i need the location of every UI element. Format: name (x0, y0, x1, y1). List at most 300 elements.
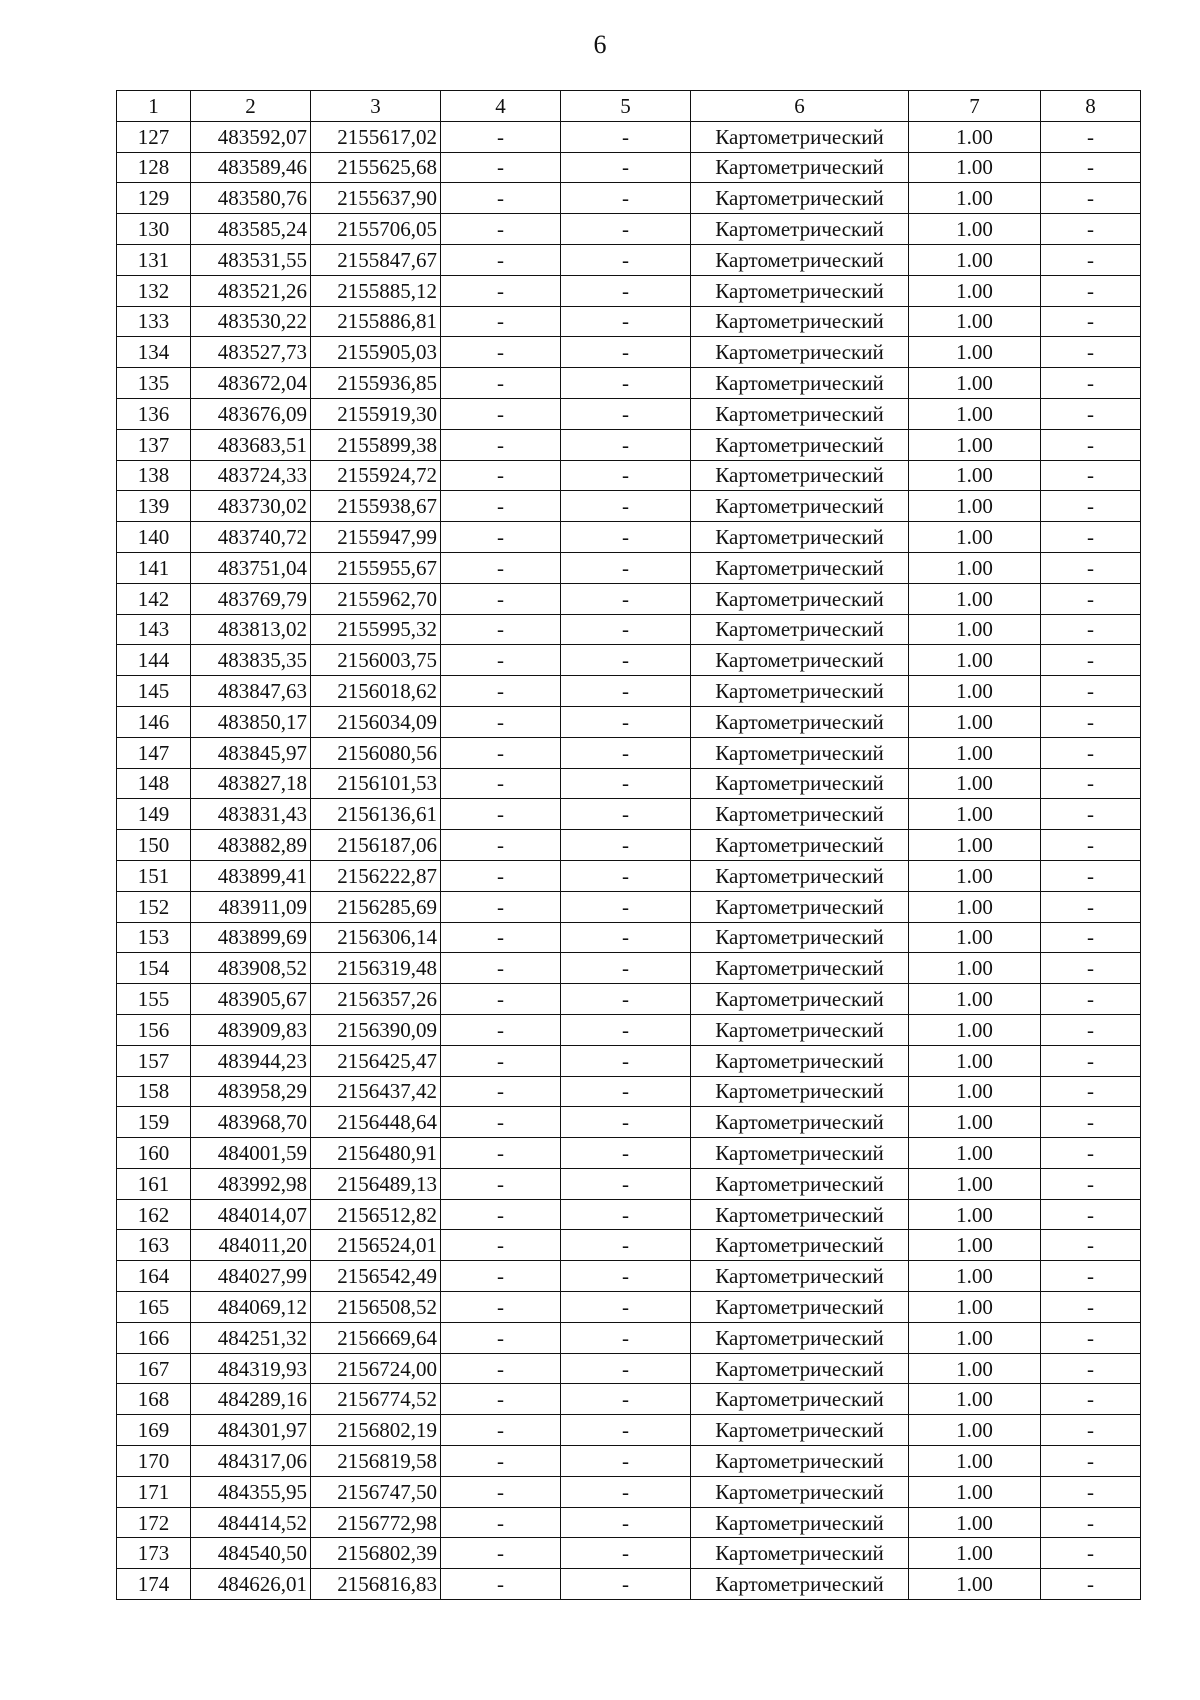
y-coordinate-cell: 2155955,67 (311, 552, 441, 583)
col8-cell: - (1041, 1292, 1141, 1323)
x-coordinate-cell: 484011,20 (191, 1230, 311, 1261)
method-cell: Картометрический (691, 306, 909, 337)
y-coordinate-cell: 2156747,50 (311, 1476, 441, 1507)
col5-cell: - (561, 1230, 691, 1261)
col8-cell: - (1041, 398, 1141, 429)
col4-cell: - (441, 429, 561, 460)
x-coordinate-cell: 483531,55 (191, 244, 311, 275)
accuracy-cell: 1.00 (909, 1199, 1041, 1230)
table-row (117, 1014, 1141, 1045)
point-number-cell: 168 (117, 1384, 191, 1415)
method-cell: Картометрический (691, 1199, 909, 1230)
y-coordinate-cell: 2155919,30 (311, 398, 441, 429)
table-row (117, 768, 1141, 799)
point-number-cell: 169 (117, 1415, 191, 1446)
method-cell: Картометрический (691, 676, 909, 707)
accuracy-cell: 1.00 (909, 1292, 1041, 1323)
x-coordinate-cell: 483589,46 (191, 152, 311, 183)
col8-cell: - (1041, 244, 1141, 275)
accuracy-cell: 1.00 (909, 1014, 1041, 1045)
x-coordinate-cell: 484626,01 (191, 1569, 311, 1600)
accuracy-cell: 1.00 (909, 583, 1041, 614)
col4-cell: - (441, 830, 561, 861)
table-row (117, 522, 1141, 553)
y-coordinate-cell: 2155947,99 (311, 522, 441, 553)
col4-cell: - (441, 1168, 561, 1199)
point-number-cell: 147 (117, 737, 191, 768)
col4-cell: - (441, 1322, 561, 1353)
method-cell: Картометрический (691, 1138, 909, 1169)
col5-cell: - (561, 1292, 691, 1323)
x-coordinate-cell: 483769,79 (191, 583, 311, 614)
y-coordinate-cell: 2156425,47 (311, 1045, 441, 1076)
col5-cell: - (561, 1168, 691, 1199)
accuracy-cell: 1.00 (909, 1446, 1041, 1477)
col8-cell: - (1041, 1322, 1141, 1353)
table-row (117, 121, 1141, 152)
y-coordinate-cell: 2156437,42 (311, 1076, 441, 1107)
y-coordinate-cell: 2156448,64 (311, 1107, 441, 1138)
col8-cell: - (1041, 953, 1141, 984)
col8-cell: - (1041, 121, 1141, 152)
x-coordinate-cell: 483845,97 (191, 737, 311, 768)
y-coordinate-cell: 2156222,87 (311, 860, 441, 891)
method-cell: Картометрический (691, 768, 909, 799)
col5-cell: - (561, 121, 691, 152)
col4-cell: - (441, 1415, 561, 1446)
col8-cell: - (1041, 1415, 1141, 1446)
page-number: 6 (593, 30, 607, 59)
col5-cell: - (561, 614, 691, 645)
col4-cell: - (441, 1261, 561, 1292)
table-row (117, 491, 1141, 522)
x-coordinate-cell: 483835,35 (191, 645, 311, 676)
method-cell: Картометрический (691, 1168, 909, 1199)
col4-cell: - (441, 460, 561, 491)
col8-cell: - (1041, 306, 1141, 337)
col5-cell: - (561, 275, 691, 306)
x-coordinate-cell: 484319,93 (191, 1353, 311, 1384)
y-coordinate-cell: 2155885,12 (311, 275, 441, 306)
col5-cell: - (561, 1415, 691, 1446)
method-cell: Картометрический (691, 799, 909, 830)
method-cell: Картометрический (691, 429, 909, 460)
method-cell: Картометрический (691, 1353, 909, 1384)
method-cell: Картометрический (691, 1230, 909, 1261)
accuracy-cell: 1.00 (909, 860, 1041, 891)
point-number-cell: 167 (117, 1353, 191, 1384)
table-row (117, 1353, 1141, 1384)
table-row (117, 460, 1141, 491)
accuracy-cell: 1.00 (909, 368, 1041, 399)
col8-cell: - (1041, 1168, 1141, 1199)
col4-cell: - (441, 1353, 561, 1384)
point-number-cell: 129 (117, 183, 191, 214)
method-cell: Картометрический (691, 984, 909, 1015)
col5-cell: - (561, 830, 691, 861)
col4-cell: - (441, 121, 561, 152)
y-coordinate-cell: 2156512,82 (311, 1199, 441, 1230)
col5-cell: - (561, 1138, 691, 1169)
x-coordinate-cell: 483530,22 (191, 306, 311, 337)
point-number-cell: 140 (117, 522, 191, 553)
table-row (117, 953, 1141, 984)
col8-cell: - (1041, 737, 1141, 768)
col5-cell: - (561, 583, 691, 614)
accuracy-cell: 1.00 (909, 614, 1041, 645)
point-number-cell: 137 (117, 429, 191, 460)
col8-cell: - (1041, 1261, 1141, 1292)
column-header: 2 (191, 91, 311, 122)
accuracy-cell: 1.00 (909, 1322, 1041, 1353)
x-coordinate-cell: 484317,06 (191, 1446, 311, 1477)
y-coordinate-cell: 2155617,02 (311, 121, 441, 152)
col4-cell: - (441, 306, 561, 337)
col5-cell: - (561, 1476, 691, 1507)
x-coordinate-cell: 484289,16 (191, 1384, 311, 1415)
point-number-cell: 138 (117, 460, 191, 491)
point-number-cell: 130 (117, 214, 191, 245)
y-coordinate-cell: 2156816,83 (311, 1569, 441, 1600)
y-coordinate-cell: 2156524,01 (311, 1230, 441, 1261)
point-number-cell: 159 (117, 1107, 191, 1138)
accuracy-cell: 1.00 (909, 706, 1041, 737)
col4-cell: - (441, 953, 561, 984)
col5-cell: - (561, 152, 691, 183)
point-number-cell: 133 (117, 306, 191, 337)
table-row (117, 1569, 1141, 1600)
col4-cell: - (441, 645, 561, 676)
x-coordinate-cell: 484355,95 (191, 1476, 311, 1507)
point-number-cell: 144 (117, 645, 191, 676)
col4-cell: - (441, 244, 561, 275)
x-coordinate-cell: 484001,59 (191, 1138, 311, 1169)
method-cell: Картометрический (691, 275, 909, 306)
accuracy-cell: 1.00 (909, 645, 1041, 676)
col4-cell: - (441, 1014, 561, 1045)
accuracy-cell: 1.00 (909, 429, 1041, 460)
point-number-cell: 149 (117, 799, 191, 830)
x-coordinate-cell: 484301,97 (191, 1415, 311, 1446)
column-header: 6 (691, 91, 909, 122)
table-row (117, 706, 1141, 737)
x-coordinate-cell: 483676,09 (191, 398, 311, 429)
col5-cell: - (561, 1261, 691, 1292)
accuracy-cell: 1.00 (909, 1076, 1041, 1107)
col5-cell: - (561, 522, 691, 553)
y-coordinate-cell: 2156819,58 (311, 1446, 441, 1477)
point-number-cell: 148 (117, 768, 191, 799)
table-row (117, 1045, 1141, 1076)
col8-cell: - (1041, 706, 1141, 737)
y-coordinate-cell: 2156101,53 (311, 768, 441, 799)
y-coordinate-cell: 2155938,67 (311, 491, 441, 522)
table-row (117, 860, 1141, 891)
col4-cell: - (441, 1199, 561, 1230)
x-coordinate-cell: 484027,99 (191, 1261, 311, 1292)
table-row (117, 244, 1141, 275)
y-coordinate-cell: 2156319,48 (311, 953, 441, 984)
table-row (117, 1199, 1141, 1230)
col4-cell: - (441, 152, 561, 183)
y-coordinate-cell: 2155625,68 (311, 152, 441, 183)
accuracy-cell: 1.00 (909, 244, 1041, 275)
point-number-cell: 143 (117, 614, 191, 645)
col5-cell: - (561, 1045, 691, 1076)
col4-cell: - (441, 368, 561, 399)
method-cell: Картометрический (691, 552, 909, 583)
method-cell: Картометрический (691, 1476, 909, 1507)
col5-cell: - (561, 1569, 691, 1600)
col5-cell: - (561, 368, 691, 399)
method-cell: Картометрический (691, 830, 909, 861)
col4-cell: - (441, 337, 561, 368)
accuracy-cell: 1.00 (909, 306, 1041, 337)
x-coordinate-cell: 483730,02 (191, 491, 311, 522)
col8-cell: - (1041, 1538, 1141, 1569)
col5-cell: - (561, 768, 691, 799)
table-row (117, 1107, 1141, 1138)
point-number-cell: 136 (117, 398, 191, 429)
point-number-cell: 173 (117, 1538, 191, 1569)
y-coordinate-cell: 2155847,67 (311, 244, 441, 275)
table-row (117, 1476, 1141, 1507)
table-row (117, 1292, 1141, 1323)
method-cell: Картометрический (691, 860, 909, 891)
accuracy-cell: 1.00 (909, 830, 1041, 861)
y-coordinate-cell: 2156306,14 (311, 922, 441, 953)
col8-cell: - (1041, 1014, 1141, 1045)
y-coordinate-cell: 2156390,09 (311, 1014, 441, 1045)
y-coordinate-cell: 2156136,61 (311, 799, 441, 830)
table-row (117, 645, 1141, 676)
col5-cell: - (561, 460, 691, 491)
col5-cell: - (561, 1353, 691, 1384)
method-cell: Картометрический (691, 922, 909, 953)
y-coordinate-cell: 2155706,05 (311, 214, 441, 245)
col8-cell: - (1041, 799, 1141, 830)
table-row (117, 398, 1141, 429)
col4-cell: - (441, 1045, 561, 1076)
method-cell: Картометрический (691, 1261, 909, 1292)
col5-cell: - (561, 1199, 691, 1230)
col5-cell: - (561, 645, 691, 676)
col8-cell: - (1041, 1199, 1141, 1230)
col8-cell: - (1041, 1507, 1141, 1538)
x-coordinate-cell: 483580,76 (191, 183, 311, 214)
accuracy-cell: 1.00 (909, 460, 1041, 491)
table-row (117, 614, 1141, 645)
method-cell: Картометрический (691, 368, 909, 399)
method-cell: Картометрический (691, 1446, 909, 1477)
method-cell: Картометрический (691, 1507, 909, 1538)
point-number-cell: 152 (117, 891, 191, 922)
col8-cell: - (1041, 1353, 1141, 1384)
col4-cell: - (441, 1446, 561, 1477)
x-coordinate-cell: 483992,98 (191, 1168, 311, 1199)
method-cell: Картометрический (691, 1569, 909, 1600)
col4-cell: - (441, 1569, 561, 1600)
accuracy-cell: 1.00 (909, 922, 1041, 953)
col5-cell: - (561, 398, 691, 429)
point-number-cell: 172 (117, 1507, 191, 1538)
col8-cell: - (1041, 860, 1141, 891)
col5-cell: - (561, 984, 691, 1015)
accuracy-cell: 1.00 (909, 1415, 1041, 1446)
point-number-cell: 161 (117, 1168, 191, 1199)
col4-cell: - (441, 1138, 561, 1169)
col5-cell: - (561, 676, 691, 707)
accuracy-cell: 1.00 (909, 1168, 1041, 1199)
col4-cell: - (441, 799, 561, 830)
method-cell: Картометрический (691, 337, 909, 368)
column-header: 8 (1041, 91, 1141, 122)
table-body (117, 121, 1141, 1599)
accuracy-cell: 1.00 (909, 1045, 1041, 1076)
method-cell: Картометрический (691, 1014, 909, 1045)
col4-cell: - (441, 891, 561, 922)
col8-cell: - (1041, 583, 1141, 614)
accuracy-cell: 1.00 (909, 1538, 1041, 1569)
method-cell: Картометрический (691, 737, 909, 768)
table-row (117, 830, 1141, 861)
x-coordinate-cell: 483724,33 (191, 460, 311, 491)
point-number-cell: 158 (117, 1076, 191, 1107)
col5-cell: - (561, 1076, 691, 1107)
y-coordinate-cell: 2156080,56 (311, 737, 441, 768)
x-coordinate-cell: 483672,04 (191, 368, 311, 399)
y-coordinate-cell: 2156285,69 (311, 891, 441, 922)
x-coordinate-cell: 483968,70 (191, 1107, 311, 1138)
col4-cell: - (441, 275, 561, 306)
accuracy-cell: 1.00 (909, 337, 1041, 368)
table-row (117, 1076, 1141, 1107)
col8-cell: - (1041, 460, 1141, 491)
method-cell: Картометрический (691, 460, 909, 491)
y-coordinate-cell: 2156772,98 (311, 1507, 441, 1538)
column-header: 5 (561, 91, 691, 122)
x-coordinate-cell: 483751,04 (191, 552, 311, 583)
col5-cell: - (561, 799, 691, 830)
method-cell: Картометрический (691, 152, 909, 183)
col8-cell: - (1041, 676, 1141, 707)
accuracy-cell: 1.00 (909, 491, 1041, 522)
method-cell: Картометрический (691, 706, 909, 737)
point-number-cell: 157 (117, 1045, 191, 1076)
col5-cell: - (561, 183, 691, 214)
col8-cell: - (1041, 1230, 1141, 1261)
y-coordinate-cell: 2156187,06 (311, 830, 441, 861)
col4-cell: - (441, 522, 561, 553)
x-coordinate-cell: 483911,09 (191, 891, 311, 922)
x-coordinate-cell: 483527,73 (191, 337, 311, 368)
accuracy-cell: 1.00 (909, 275, 1041, 306)
accuracy-cell: 1.00 (909, 522, 1041, 553)
col4-cell: - (441, 1076, 561, 1107)
accuracy-cell: 1.00 (909, 398, 1041, 429)
col8-cell: - (1041, 1076, 1141, 1107)
col5-cell: - (561, 1507, 691, 1538)
col8-cell: - (1041, 984, 1141, 1015)
y-coordinate-cell: 2155924,72 (311, 460, 441, 491)
col4-cell: - (441, 1476, 561, 1507)
table-row (117, 583, 1141, 614)
point-number-cell: 145 (117, 676, 191, 707)
y-coordinate-cell: 2156034,09 (311, 706, 441, 737)
col8-cell: - (1041, 337, 1141, 368)
accuracy-cell: 1.00 (909, 984, 1041, 1015)
point-number-cell: 139 (117, 491, 191, 522)
table-row (117, 984, 1141, 1015)
method-cell: Картометрический (691, 1292, 909, 1323)
point-number-cell: 128 (117, 152, 191, 183)
x-coordinate-cell: 483683,51 (191, 429, 311, 460)
y-coordinate-cell: 2156003,75 (311, 645, 441, 676)
y-coordinate-cell: 2156357,26 (311, 984, 441, 1015)
table-row (117, 552, 1141, 583)
col4-cell: - (441, 1292, 561, 1323)
x-coordinate-cell: 483521,26 (191, 275, 311, 306)
col5-cell: - (561, 1322, 691, 1353)
x-coordinate-cell: 483592,07 (191, 121, 311, 152)
accuracy-cell: 1.00 (909, 1138, 1041, 1169)
column-header: 4 (441, 91, 561, 122)
col8-cell: - (1041, 429, 1141, 460)
col8-cell: - (1041, 1045, 1141, 1076)
point-number-cell: 150 (117, 830, 191, 861)
table-row (117, 337, 1141, 368)
point-number-cell: 160 (117, 1138, 191, 1169)
col8-cell: - (1041, 614, 1141, 645)
method-cell: Картометрический (691, 491, 909, 522)
col5-cell: - (561, 1446, 691, 1477)
col4-cell: - (441, 1507, 561, 1538)
col5-cell: - (561, 706, 691, 737)
method-cell: Картометрический (691, 244, 909, 275)
y-coordinate-cell: 2156724,00 (311, 1353, 441, 1384)
col5-cell: - (561, 1384, 691, 1415)
point-number-cell: 134 (117, 337, 191, 368)
x-coordinate-cell: 484014,07 (191, 1199, 311, 1230)
accuracy-cell: 1.00 (909, 768, 1041, 799)
accuracy-cell: 1.00 (909, 121, 1041, 152)
table-row (117, 183, 1141, 214)
x-coordinate-cell: 483827,18 (191, 768, 311, 799)
y-coordinate-cell: 2156802,39 (311, 1538, 441, 1569)
col5-cell: - (561, 922, 691, 953)
table-row (117, 1261, 1141, 1292)
y-coordinate-cell: 2156018,62 (311, 676, 441, 707)
y-coordinate-cell: 2156489,13 (311, 1168, 441, 1199)
method-cell: Картометрический (691, 1076, 909, 1107)
table-row (117, 1507, 1141, 1538)
table-header-row (117, 91, 1141, 122)
table-row (117, 1384, 1141, 1415)
point-number-cell: 141 (117, 552, 191, 583)
col4-cell: - (441, 1230, 561, 1261)
x-coordinate-cell: 483882,89 (191, 830, 311, 861)
point-number-cell: 170 (117, 1446, 191, 1477)
table-row (117, 891, 1141, 922)
col4-cell: - (441, 614, 561, 645)
accuracy-cell: 1.00 (909, 953, 1041, 984)
col5-cell: - (561, 337, 691, 368)
x-coordinate-cell: 483899,41 (191, 860, 311, 891)
point-number-cell: 171 (117, 1476, 191, 1507)
col8-cell: - (1041, 1138, 1141, 1169)
col4-cell: - (441, 1538, 561, 1569)
table-row (117, 1446, 1141, 1477)
